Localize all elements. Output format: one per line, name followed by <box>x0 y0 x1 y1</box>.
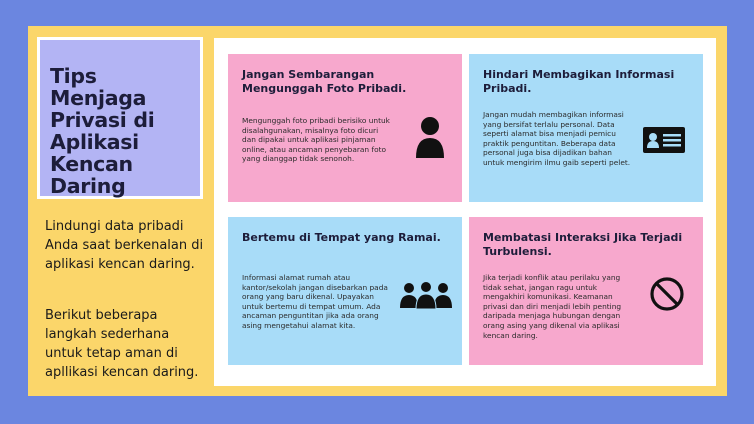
id-card-icon <box>642 126 686 154</box>
tip-body: Informasi alamat rumah atau kantor/sekolah jangan disebarkan pada orang yang baru dikenal. Upayakan untuk bertemu di tempat umum. Ada ancaman penguntitan jika ada orang asing mengetahui alamat kita. <box>242 273 388 330</box>
intro-paragraph-2: Berikut beberapa langkah sederhana untuk tetap aman di apllikasi kencan daring. <box>45 308 199 380</box>
tip-body: Jika terjadi konflik atau perilaku yang tidak sehat, jangan ragu untuk mengakhiri komunikasi. Keamanan privasi dan diri menjadi lebih penting daripada menjaga hubungan dengan orang asing yang dikenal via aplikasi kencan daring. <box>483 273 622 340</box>
title-panel <box>40 40 200 196</box>
intro-paragraph-1: Lindungi data pribadi Anda saat berkenalan di aplikasi kencan daring. <box>45 219 204 272</box>
tip-card-photo <box>228 54 462 202</box>
person-icon <box>414 116 446 160</box>
tip-body: Mengunggah foto pribadi berisiko untuk disalahgunakan, misalnya foto dicuri dan dipakai untuk aplikasi pinjaman online, atau ancaman penyebaran foto yang dianggap tidak senonoh. <box>242 116 390 164</box>
tip-body: Jangan mudah membagikan informasi yang bersifat terlalu personal. Data seperti alamat bisa menjadi pemicu praktik penguntitan. Beberapa data personal juga bisa dijadikan bahan untuk mengirim ilmu gaib seperti pelet. <box>483 110 631 167</box>
prohibited-icon <box>649 276 685 312</box>
title-box <box>37 37 203 199</box>
page-title: Tips Menjaga Privasi di Aplikasi Kencan Daring <box>50 64 155 198</box>
group-icon <box>400 281 452 309</box>
tip-card-limit-interaction <box>469 217 703 365</box>
tip-heading: Jangan Sembarangan Mengunggah Foto Pribadi. <box>242 68 407 95</box>
tip-card-personal-info <box>469 54 703 202</box>
tip-heading: Bertemu di Tempat yang Ramai. <box>242 231 441 244</box>
tip-heading: Membatasi Interaksi Jika Terjadi Turbulensi. <box>483 231 683 258</box>
tip-card-public-place <box>228 217 462 365</box>
tip-heading: Hindari Membagikan Informasi Pribadi. <box>483 68 675 95</box>
